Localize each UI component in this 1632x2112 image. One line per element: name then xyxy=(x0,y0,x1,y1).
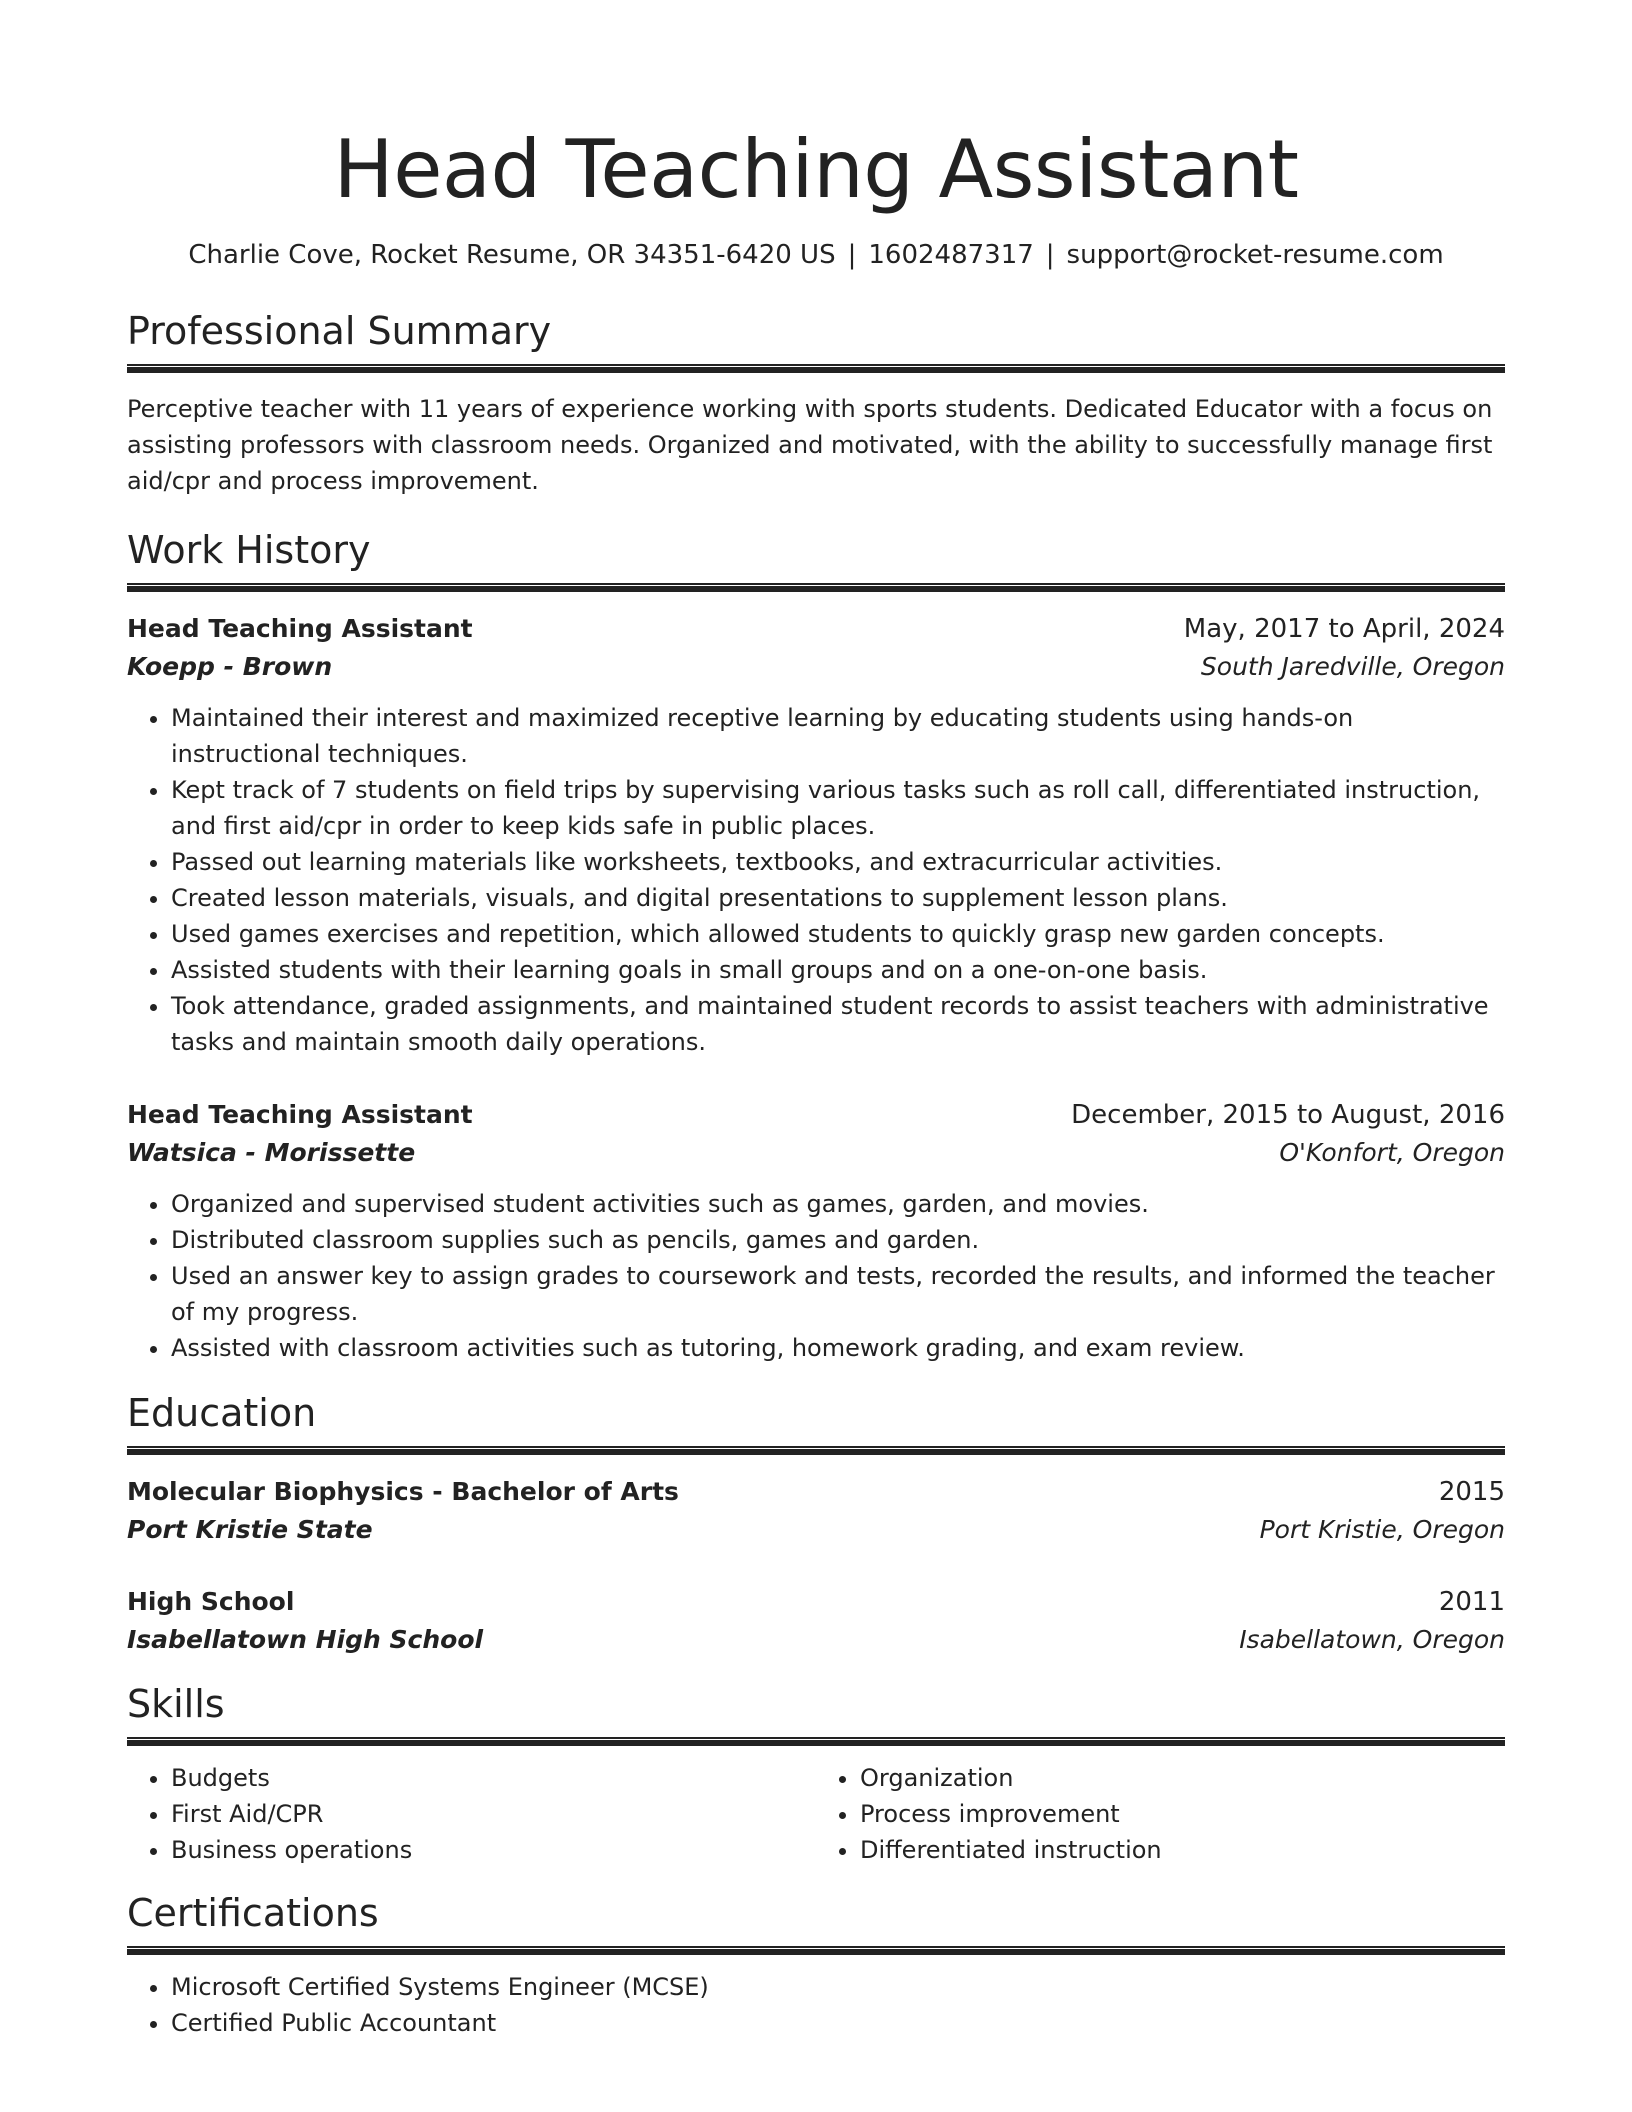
job-header xyxy=(127,610,1505,648)
job-title: Head Teaching Assistant xyxy=(127,614,473,643)
resume-title: Head Teaching Assistant xyxy=(333,123,1299,216)
certifications-list xyxy=(127,1969,1505,2041)
work-history-section xyxy=(127,527,1505,1366)
job-header xyxy=(127,1096,1505,1134)
job-bullet: • Created lesson materials, visuals, and digital presentations to supplement lesson plans. xyxy=(171,880,1505,916)
skills-columns xyxy=(127,1760,1505,1868)
education-location: Isabellatown, Oregon xyxy=(1239,1625,1505,1654)
job-entry xyxy=(127,1096,1505,1366)
job-bullet: • Organized and supervised student activities such as games, garden, and movies. xyxy=(171,1186,1505,1222)
job-bullet: • Distributed classroom supplies such as pencils, games and garden. xyxy=(171,1222,1505,1258)
education-year: 2015 xyxy=(1438,1477,1505,1507)
education-header xyxy=(127,1583,1505,1621)
skill-item: • Process improvement xyxy=(860,1796,1505,1832)
education-degree: Molecular Biophysics - Bachelor of Arts xyxy=(127,1477,679,1506)
job-company: Koepp - Brown xyxy=(127,652,333,681)
contact-phone: 1602487317 xyxy=(868,240,1034,270)
section-heading: Work History xyxy=(127,528,371,572)
education-subheader xyxy=(127,1511,1505,1549)
education-subheader xyxy=(127,1621,1505,1659)
job-location: O'Konfort, Oregon xyxy=(1279,1138,1505,1167)
education-header xyxy=(127,1473,1505,1511)
job-company: Watsica - Morissette xyxy=(127,1138,416,1167)
job-bullet: • Maintained their interest and maximized receptive learning by educating students using hands-on instructional techniques. xyxy=(171,700,1505,772)
summary-text: Perceptive teacher with 11 years of experience working with sports students. Dedicated Educator with a focus on assisting professors with classroom needs. Organized and motivated, with the ability to successfully manage first aid/cpr and process improvement. xyxy=(127,395,1493,495)
job-dates: May, 2017 to April, 2024 xyxy=(1183,614,1505,644)
section-divider xyxy=(127,364,1505,373)
education-entry xyxy=(127,1473,1505,1549)
contact-separator: | xyxy=(847,240,857,270)
job-bullets xyxy=(127,1186,1505,1366)
job-dates: December, 2015 to August, 2016 xyxy=(1071,1100,1505,1130)
skill-item: • Differentiated instruction xyxy=(860,1832,1505,1868)
skills-list-right xyxy=(816,1760,1505,1868)
job-subheader xyxy=(127,1134,1505,1172)
skill-item: • Budgets xyxy=(171,1760,816,1796)
job-subheader xyxy=(127,648,1505,686)
section-heading: Education xyxy=(127,1391,317,1435)
education-entry xyxy=(127,1583,1505,1659)
skill-item: • Business operations xyxy=(171,1832,816,1868)
education-section xyxy=(127,1390,1505,1659)
section-divider xyxy=(127,1946,1505,1955)
skills-list-left xyxy=(127,1760,816,1868)
certification-item: • Certified Public Accountant xyxy=(171,2005,1505,2041)
job-title: Head Teaching Assistant xyxy=(127,1100,473,1129)
contact-line xyxy=(127,238,1505,272)
education-school: Port Kristie State xyxy=(127,1515,373,1544)
skill-item: • Organization xyxy=(860,1760,1505,1796)
education-year: 2011 xyxy=(1438,1587,1505,1617)
section-divider xyxy=(127,583,1505,592)
job-bullet: • Kept track of 7 students on field trips by supervising various tasks such as roll call, differentiated instruction, and first aid/cpr in order to keep kids safe in public places. xyxy=(171,772,1505,844)
certification-item: • Microsoft Certified Systems Engineer (MCSE) xyxy=(171,1969,1505,2005)
section-divider xyxy=(127,1737,1505,1746)
certifications-section xyxy=(127,1890,1505,2041)
education-location: Port Kristie, Oregon xyxy=(1259,1515,1505,1544)
education-degree: High School xyxy=(127,1587,295,1616)
contact-address: Charlie Cove, Rocket Resume, OR 34351-6420 US xyxy=(188,240,836,270)
job-location: South Jaredville, Oregon xyxy=(1200,652,1505,681)
section-heading: Certifications xyxy=(127,1891,379,1935)
job-bullet: • Passed out learning materials like worksheets, textbooks, and extracurricular activities. xyxy=(171,844,1505,880)
job-bullet: • Took attendance, graded assignments, and maintained student records to assist teachers with administrative tasks and maintain smooth daily operations. xyxy=(171,988,1505,1060)
skills-section xyxy=(127,1681,1505,1868)
section-heading: Professional Summary xyxy=(127,309,552,353)
job-bullet: • Assisted with classroom activities such as tutoring, homework grading, and exam review. xyxy=(171,1330,1505,1366)
contact-email: support@rocket-resume.com xyxy=(1066,240,1444,270)
job-entry xyxy=(127,610,1505,1060)
summary-section xyxy=(127,308,1505,499)
job-bullets xyxy=(127,700,1505,1060)
skill-item: • First Aid/CPR xyxy=(171,1796,816,1832)
contact-separator: | xyxy=(1045,240,1055,270)
job-bullet: • Used an answer key to assign grades to coursework and tests, recorded the results, and informed the teacher of my progress. xyxy=(171,1258,1505,1330)
job-bullet: • Used games exercises and repetition, which allowed students to quickly grasp new garden concepts. xyxy=(171,916,1505,952)
job-bullet: • Assisted students with their learning goals in small groups and on a one-on-one basis. xyxy=(171,952,1505,988)
section-heading: Skills xyxy=(127,1682,225,1726)
section-divider xyxy=(127,1446,1505,1455)
education-school: Isabellatown High School xyxy=(127,1625,484,1654)
